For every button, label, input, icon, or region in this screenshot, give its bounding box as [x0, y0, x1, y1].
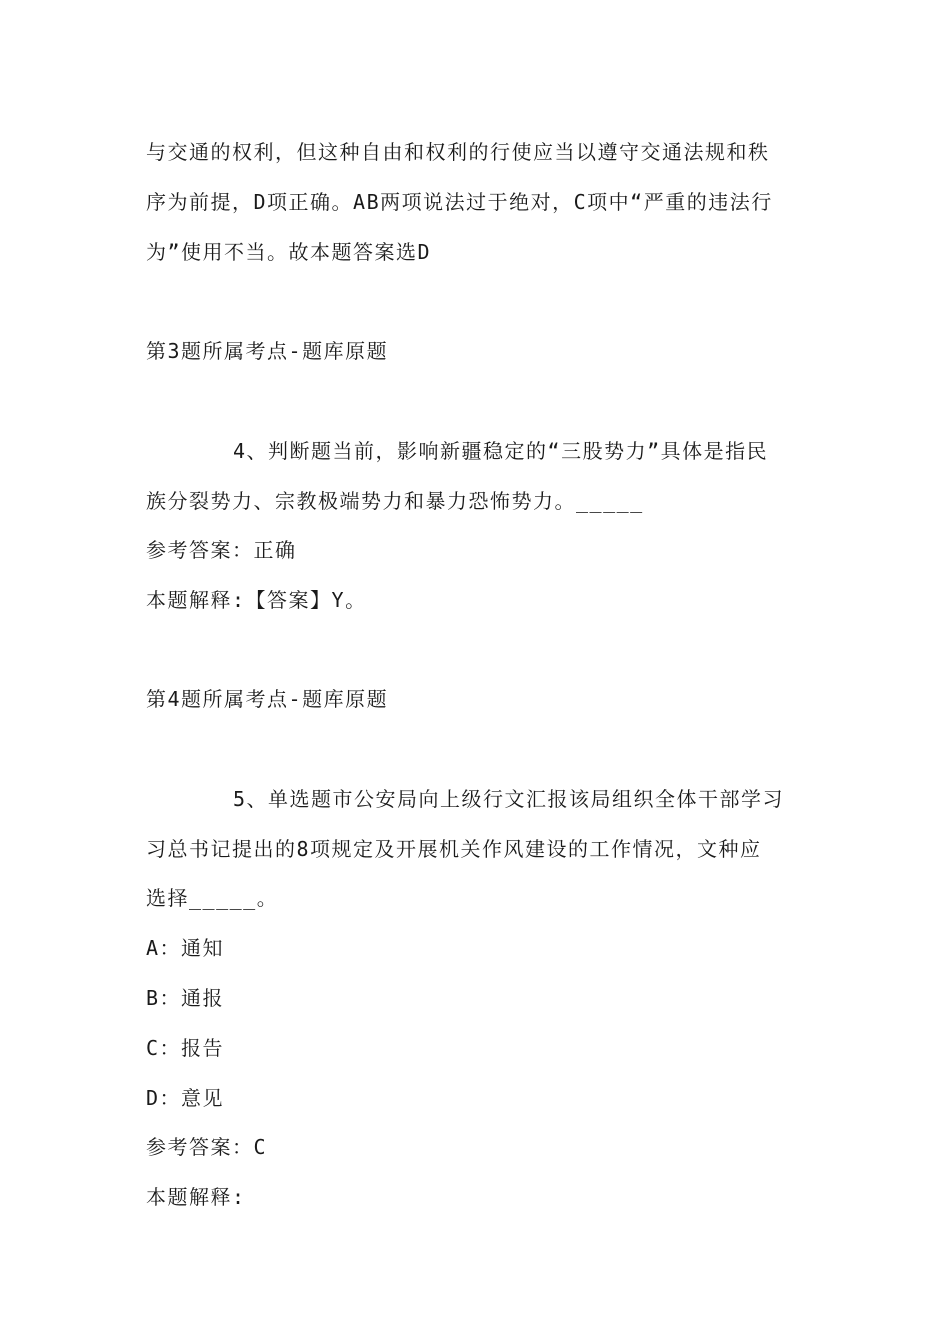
option-d: D：意见: [146, 1086, 225, 1110]
prev-explanation-line-3: 为”使用不当。故本题答案选D: [146, 240, 432, 264]
question-5-explanation: 本题解释:: [146, 1185, 246, 1209]
option-c: C：报告: [146, 1036, 225, 1060]
question-4-answer: 参考答案：正确: [146, 538, 297, 562]
prev-explanation-line-2: 序为前提，D项正确。AB两项说法过于绝对，C项中“严重的违法行: [146, 190, 773, 214]
prev-explanation-line-1: 与交通的权利，但这种自由和权利的行使应当以遵守交通法规和秩: [146, 140, 770, 164]
knowledge-point-3: 第3题所属考点-题库原题: [146, 339, 389, 363]
question-5-line-3: 选择_____。: [146, 886, 279, 910]
question-4-line-2: 族分裂势力、宗教极端势力和暴力恐怖势力。_____: [146, 489, 644, 513]
option-a: A：通知: [146, 936, 225, 960]
question-4-explanation: 本题解释:【答案】Y。: [146, 588, 367, 612]
knowledge-point-4: 第4题所属考点-题库原题: [146, 687, 389, 711]
question-5-answer: 参考答案：C: [146, 1135, 268, 1159]
question-5-line-2: 习总书记提出的8项规定及开展机关作风建设的工作情况，文种应: [146, 837, 762, 861]
option-b: B：通报: [146, 986, 225, 1010]
question-5-line-1: 5、单选题市公安局向上级行文汇报该局组织全体干部学习: [233, 787, 785, 811]
question-4-line-1: 4、判断题当前，影响新疆稳定的“三股势力”具体是指民: [233, 439, 769, 463]
